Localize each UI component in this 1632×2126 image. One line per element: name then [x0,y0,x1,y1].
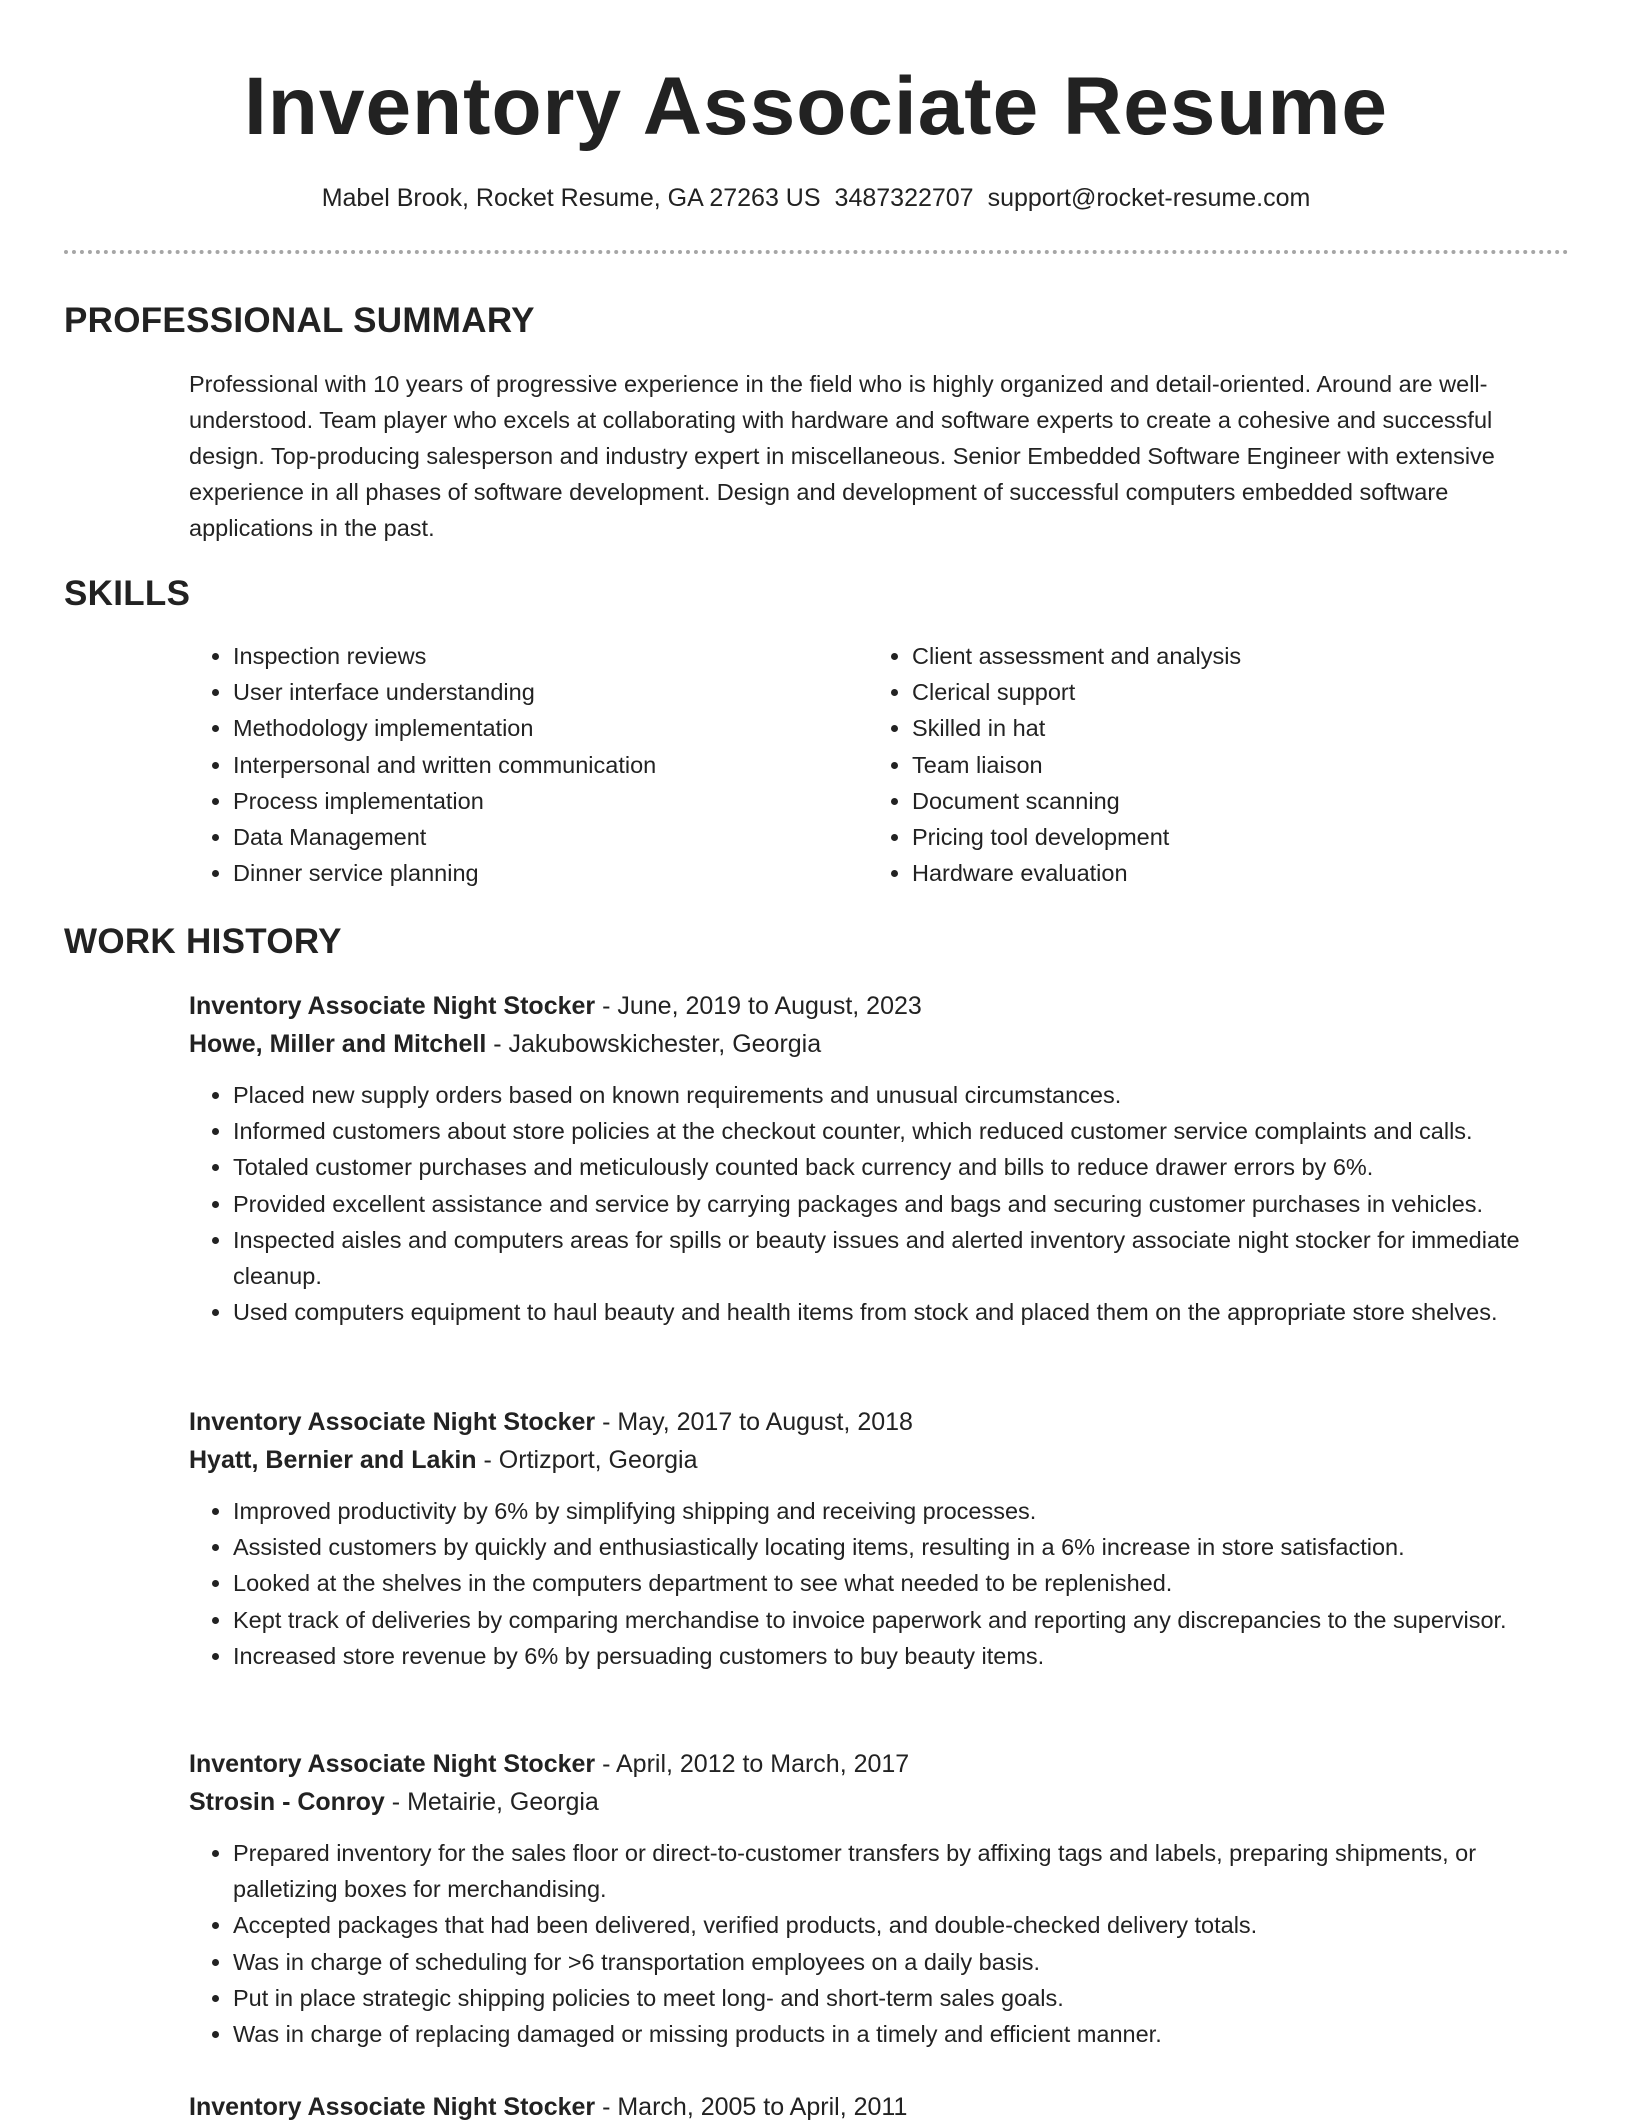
job-entry [189,987,1569,1330]
skills-list-right [868,638,1552,891]
job-location: Ortizport, Georgia [498,1446,698,1474]
job-bullet: • Inspected aisles and computers areas for spills or beauty issues and alerted inventory associate night stocker for immediate cleanup. [233,1222,1569,1294]
skill-item: • Dinner service planning [233,855,873,891]
job-bullets [189,1493,1569,1674]
skill-item: • Inspection reviews [233,638,873,674]
job-title: Inventory Associate Night Stocker [189,992,596,1020]
skill-item: • Data Management [233,819,873,855]
job-bullets [189,1835,1569,2052]
job-title: Inventory Associate Night Stocker [189,1408,596,1436]
contact-phone: 3487322707 [834,184,974,212]
job-bullet: • Increased store revenue by 6% by persuading customers to buy beauty items. [233,1638,1569,1674]
job-company-line: Howe, Miller and Mitchell - Jakubowskichester, Georgia [189,1030,822,1058]
job-bullet: • Kept track of deliveries by comparing merchandise to invoice paperwork and reporting any discrepancies to the supervisor. [233,1602,1569,1638]
job-title-line: Inventory Associate Night Stocker - May, 2017 to August, 2018 [189,1408,913,1436]
job-bullet: • Put in place strategic shipping policies to meet long- and short-term sales goals. [233,1980,1569,2016]
job-company: Hyatt, Bernier and Lakin [189,1446,477,1474]
skill-item: • Pricing tool development [912,819,1552,855]
job-title-line: Inventory Associate Night Stocker - June, 2019 to August, 2023 [189,992,922,1020]
job-dates: April, 2012 to March, 2017 [615,1750,910,1778]
skill-item: • Process implementation [233,783,873,819]
job-location: Metairie, Georgia [407,1788,599,1816]
contact-line [0,180,1632,216]
job-bullet: • Informed customers about store policies at the checkout counter, which reduced customer service complaints and calls. [233,1113,1569,1149]
job-entry [189,1745,1569,2052]
skill-item: • Clerical support [912,674,1552,710]
job-title-line: Inventory Associate Night Stocker - March, 2005 to April, 2011 [189,2093,908,2121]
job-entry [189,2088,1569,2126]
job-company: Strosin - Conroy [189,1788,385,1816]
job-bullet: • Placed new supply orders based on known requirements and unusual circumstances. [233,1077,1569,1113]
job-bullet: • Totaled customer purchases and meticulously counted back currency and bills to reduce drawer errors by 6%. [233,1149,1569,1185]
job-title-line: Inventory Associate Night Stocker - April, 2012 to March, 2017 [189,1750,910,1778]
skill-item: • User interface understanding [233,674,873,710]
skill-item: • Team liaison [912,747,1552,783]
job-bullet: • Used computers equipment to haul beauty and health items from stock and placed them on the appropriate store shelves. [233,1294,1569,1330]
skill-item: • Methodology implementation [233,710,873,746]
summary-text: Professional with 10 years of progressive experience in the field who is highly organized and detail-oriented. Around are well-understood. Team player who excels at collaborating with hardware and software experts to create a cohesive and successful design. Top-producing salesperson and industry expert in miscellaneous. Senior Embedded Software Engineer with extensive experience in all phases of software development. Design and development of successful computers embedded software applications in the past. [189,371,1495,541]
job-title: Inventory Associate Night Stocker [189,1750,596,1778]
job-bullet: • Improved productivity by 6% by simplifying shipping and receiving processes. [233,1493,1569,1529]
skill-item: • Hardware evaluation [912,855,1552,891]
header-divider [64,250,1569,254]
job-bullet: • Assisted customers by quickly and enthusiastically locating items, resulting in a 6% increase in store satisfaction. [233,1529,1569,1565]
job-bullet: • Accepted packages that had been delivered, verified products, and double-checked delivery totals. [233,1907,1569,1943]
job-company: Howe, Miller and Mitchell [189,1030,487,1058]
job-dates: March, 2005 to April, 2011 [617,2093,908,2121]
skill-item: • Client assessment and analysis [912,638,1552,674]
job-dates: May, 2017 to August, 2018 [617,1408,913,1436]
summary-heading: PROFESSIONAL SUMMARY [64,301,535,340]
skill-item: • Interpersonal and written communication [233,747,873,783]
work-history-heading: WORK HISTORY [64,922,342,961]
job-bullets [189,1077,1569,1330]
job-dates: June, 2019 to August, 2023 [617,992,922,1020]
job-bullet: • Was in charge of replacing damaged or missing products in a timely and efficient manner. [233,2016,1569,2052]
job-location: Jakubowskichester, Georgia [508,1030,822,1058]
job-bullet: • Provided excellent assistance and service by carrying packages and bags and securing customer purchases in vehicles. [233,1186,1569,1222]
skills-list-left [189,638,873,891]
contact-address: Mabel Brook, Rocket Resume, GA 27263 US [321,184,821,212]
job-company-line: Hyatt, Bernier and Lakin - Ortizport, Georgia [189,1446,698,1474]
job-entry [189,1403,1569,1674]
skill-item: • Document scanning [912,783,1552,819]
job-company-line: Strosin - Conroy - Metairie, Georgia [189,1788,599,1816]
job-title: Inventory Associate Night Stocker [189,2093,596,2121]
skill-item: • Skilled in hat [912,710,1552,746]
skills-heading: SKILLS [64,574,191,613]
job-bullet: • Was in charge of scheduling for >6 transportation employees on a daily basis. [233,1944,1569,1980]
page-title: Inventory Associate Resume [243,61,1389,152]
contact-email: support@rocket-resume.com [987,184,1311,212]
job-bullet: • Looked at the shelves in the computers department to see what needed to be replenished. [233,1565,1569,1601]
job-bullet: • Prepared inventory for the sales floor or direct-to-customer transfers by affixing tags and labels, preparing shipments, or palletizing boxes for merchandising. [233,1835,1569,1907]
